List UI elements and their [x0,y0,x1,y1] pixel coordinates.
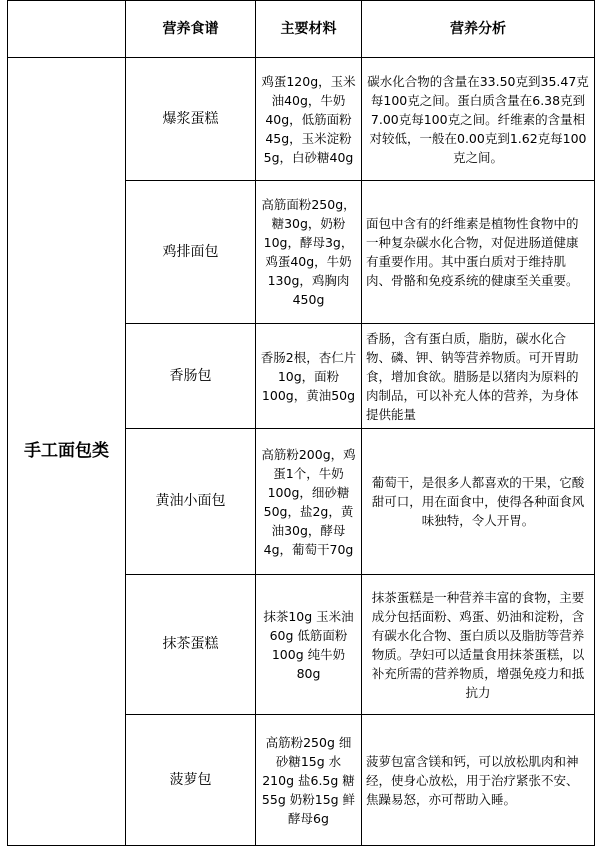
header-analysis: 营养分析 [362,1,595,58]
header-category [8,1,126,58]
recipe-analysis: 菠萝包富含镁和钙，可以放松肌肉和神经，使身心放松，用于治疗紧张不安、焦躁易怒，亦可帮助入睡。 [362,715,595,846]
recipe-analysis: 葡萄干，是很多人都喜欢的干果，它酸甜可口，用在面食中，使得各种面食风味独特，令人开胃。 [362,429,595,575]
recipe-table [7,0,595,846]
recipe-analysis: 抹茶蛋糕是一种营养丰富的食物，主要成分包括面粉、鸡蛋、奶油和淀粉，含有碳水化合物、蛋白质以及脂肪等营养物质。孕妇可以适量食用抹茶蛋糕，以补充所需的营养物质，增强免疫力和抵抗力 [362,575,595,715]
category-label: 手工面包类 [8,58,126,846]
recipe-materials: 高筋粉250g 细砂糖15g 水210g 盐6.5g 糖55g 奶粉15g 鲜酵母6g [256,715,362,846]
recipe-materials: 鸡蛋120g，玉米油40g，牛奶40g，低筋面粉45g，玉米淀粉5g，白砂糖40g [256,58,362,181]
header-recipe: 营养食谱 [126,1,256,58]
recipe-name: 香肠包 [126,324,256,429]
recipe-materials: 香肠2根，杏仁片10g，面粉100g，黄油50g [256,324,362,429]
recipe-analysis: 香肠，含有蛋白质，脂肪，碳水化合物、磷、钾、钠等营养物质。可开胃助食，增加食欲。腊肠是以猪肉为原料的肉制品，可以补充人体的营养，为身体提供能量 [362,324,595,429]
recipe-name: 爆浆蛋糕 [126,58,256,181]
header-materials: 主要材料 [256,1,362,58]
table-row [8,58,595,181]
header-row [8,1,595,58]
recipe-name: 鸡排面包 [126,181,256,324]
recipe-analysis: 碳水化合物的含量在33.50克到35.47克每100克之间。蛋白质含量在6.38克到7.00克每100克之间。纤维素的含量相对较低，一般在0.00克到1.62克每100克之间。 [362,58,595,181]
recipe-name: 菠萝包 [126,715,256,846]
recipe-name: 黄油小面包 [126,429,256,575]
recipe-name: 抹茶蛋糕 [126,575,256,715]
recipe-materials: 高筋粉200g，鸡蛋1个，牛奶100g，细砂糖50g，盐2g，黄油30g，酵母4g，葡萄干70g [256,429,362,575]
recipe-materials: 高筋面粉250g，糖30g，奶粉10g，酵母3g，鸡蛋40g，牛奶130g，鸡胸肉450g [256,181,362,324]
recipe-analysis: 面包中含有的纤维素是植物性食物中的一种复杂碳水化合物，对促进肠道健康有重要作用。其中蛋白质对于维持肌肉、骨骼和免疫系统的健康至关重要。 [362,181,595,324]
recipe-materials: 抹茶10g 玉米油60g 低筋面粉100g 纯牛奶80g [256,575,362,715]
